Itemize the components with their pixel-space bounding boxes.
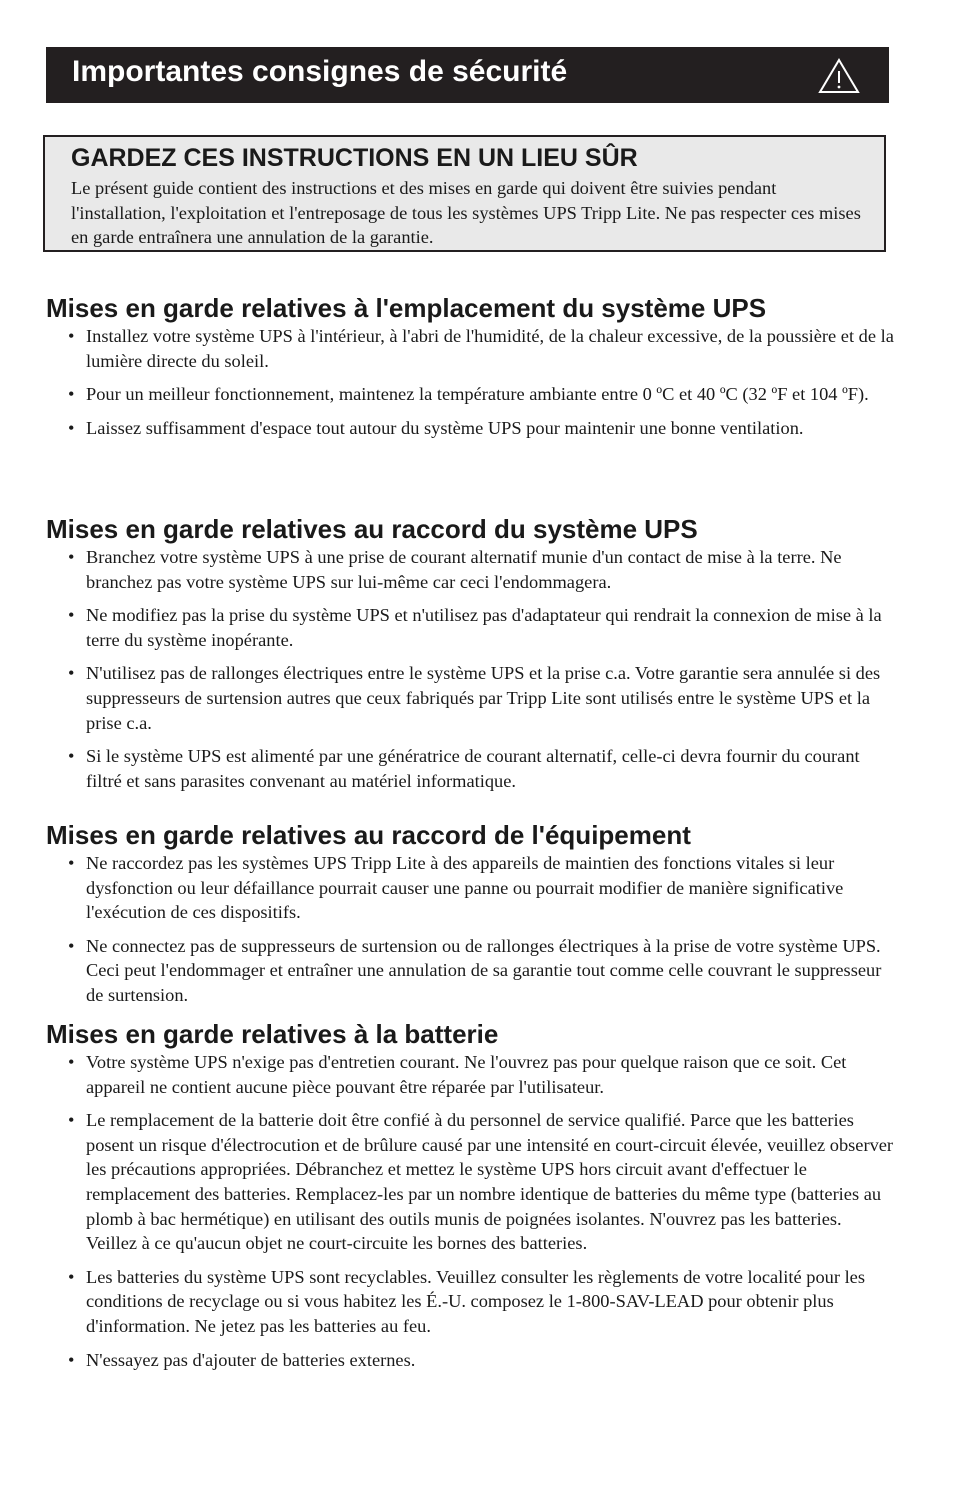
list-item-text: N'essayez pas d'ajouter de batteries externes. xyxy=(86,1349,416,1370)
list-item: • Pour un meilleur fonctionnement, maintenez la température ambiante entre 0 ºC et 40 ºC (32 ºF et 104 ºF). xyxy=(68,384,869,405)
list-item-text: Ne connectez pas de suppresseurs de surtension ou de rallonges électriques à la prise de votre système UPS. Ceci peut l'endommager et entraîner une annulation de sa garantie tout comme celle couvrant le suppresseur de surtension. xyxy=(86,935,882,1005)
list-item-text: Pour un meilleur fonctionnement, maintenez la température ambiante entre 0 ºC et 40 ºC (32 ºF et 104 ºF). xyxy=(86,384,869,405)
bullet-list xyxy=(46,324,896,440)
list-item: • Branchez votre système UPS à une prise de courant alternatif munie d'un contact de mise à la terre. Ne branchez pas votre système UPS sur lui-même car ceci l'endommagera. xyxy=(68,547,842,592)
list-item-text: Installez votre système UPS à l'intérieur, à l'abri de l'humidité, de la chaleur excessive, de la poussière et de la lumière directe du soleil. xyxy=(86,326,894,371)
list-item-text: Ne modifiez pas la prise du système UPS et n'utilisez pas d'adaptateur qui rendrait la connexion de mise à la terre du système inopérante. xyxy=(86,605,882,650)
list-item-text: Ne raccordez pas les systèmes UPS Tripp Lite à des appareils de maintien des fonctions vitales si leur dysfonction ou leur défaillance pourrait causer une panne ou pourrait modifier de manière significative l'exécution de ces dispositifs. xyxy=(86,853,844,923)
bullet-list xyxy=(46,1050,896,1372)
list-item: • N'utilisez pas de rallonges électriques entre le système UPS et la prise c.a. Votre garantie sera annulée si des suppresseurs de surtension autres que ceux fabriqués par Tripp Lite sont utilisés entre le système UPS et la prise c.a. xyxy=(68,663,881,733)
bullet-list xyxy=(46,851,896,1008)
section-ups-connection-warnings xyxy=(46,513,896,802)
section-title: Mises en garde relatives au raccord du système UPS xyxy=(46,514,698,544)
list-item-text: Les batteries du système UPS sont recyclables. Veuillez consulter les règlements de votre localité pour les conditions de recyclage ou si vous habitez les É.-U. composez le 1-800-SAV-LEAD pour obtenir plus d'information. Ne jetez pas les batteries au feu. xyxy=(86,1266,865,1336)
section-location-warnings xyxy=(46,292,896,449)
list-item: • Votre système UPS n'exige pas d'entretien courant. Ne l'ouvrez pas pour quelque raison que ce soit. Cet appareil ne contient aucune pièce pouvant être réparée par l'utilisateur. xyxy=(68,1052,847,1097)
notice-title: GARDEZ CES INSTRUCTIONS EN UN LIEU SÛR xyxy=(71,144,638,172)
list-item-text: Le remplacement de la batterie doit être confié à du personnel de service qualifié. Parce que les batteries posent un risque d'électrocution et de brûlure causé par une intensité en court-circuit élevée, veuillez observer les précautions appropriées. Débranchez et mettez le système UPS hors circuit avant d'effectuer le remplacement des batteries. Remplacez-les par un nombre identique de batteries du même type (batteries au plomb à bac hermétique) en utilisant des outils munis de poignées isolantes. N'ouvrez pas les batteries. Veillez à ce qu'aucun objet ne court-circuite les bornes des batteries. xyxy=(86,1110,894,1254)
list-item: • Ne raccordez pas les systèmes UPS Tripp Lite à des appareils de maintien des fonctions vitales si leur dysfonction ou leur défaillance pourrait causer une panne ou pourrait modifier de manière significative l'exécution de ces dispositifs. xyxy=(68,853,844,923)
list-item: • Les batteries du système UPS sont recyclables. Veuillez consulter les règlements de votre localité pour les conditions de recyclage ou si vous habitez les É.-U. composez le 1-800-SAV-LEAD pour obtenir plus d'information. Ne jetez pas les batteries au feu. xyxy=(68,1266,865,1336)
list-item: • Si le système UPS est alimenté par une génératrice de courant alternatif, celle-ci devra fournir du courant filtré et sans parasites convenant au matériel informatique. xyxy=(68,746,860,791)
section-battery-warnings xyxy=(46,1018,896,1381)
warning-triangle-icon xyxy=(817,57,861,95)
list-item-text: Laissez suffisamment d'espace tout autour du système UPS pour maintenir une bonne ventilation. xyxy=(86,417,804,438)
list-item: • Ne connectez pas de suppresseurs de surtension ou de rallonges électriques à la prise de votre système UPS. Ceci peut l'endommager et entraîner une annulation de sa garantie tout comme celle couvrant le suppresseur de surtension. xyxy=(68,935,882,1005)
section-title: Mises en garde relatives à l'emplacement du système UPS xyxy=(46,293,767,323)
section-equipment-connection-warnings xyxy=(46,819,896,1017)
list-item-text: N'utilisez pas de rallonges électriques entre le système UPS et la prise c.a. Votre garantie sera annulée si des suppresseurs de surtension autres que ceux fabriqués par Tripp Lite sont utilisés entre le système UPS et la prise c.a. xyxy=(86,663,881,733)
page-title-bar xyxy=(46,47,889,103)
list-item: • Installez votre système UPS à l'intérieur, à l'abri de l'humidité, de la chaleur excessive, de la poussière et de la lumière directe du soleil. xyxy=(68,326,894,371)
list-item-text: Votre système UPS n'exige pas d'entretien courant. Ne l'ouvrez pas pour quelque raison que ce soit. Cet appareil ne contient aucune pièce pouvant être réparée par l'utilisateur. xyxy=(86,1052,847,1097)
page-title: Importantes consignes de sécurité xyxy=(72,55,568,88)
list-item: • N'essayez pas d'ajouter de batteries externes. xyxy=(68,1349,416,1370)
list-item: • Ne modifiez pas la prise du système UPS et n'utilisez pas d'adaptateur qui rendrait la connexion de mise à la terre du système inopérante. xyxy=(68,605,882,650)
keep-instructions-notice xyxy=(43,135,886,252)
notice-text: Le présent guide contient des instructions et des mises en garde qui doivent être suivies pendant l'installation, l'exploitation et l'entreposage de tous les systèmes UPS Tripp Lite. Ne pas respecter ces mises en garde entraînera une annulation de la garantie. xyxy=(71,178,861,248)
section-title: Mises en garde relatives au raccord de l'équipement xyxy=(46,820,691,850)
list-item-text: Branchez votre système UPS à une prise de courant alternatif munie d'un contact de mise à la terre. Ne branchez pas votre système UPS sur lui-même car ceci l'endommagera. xyxy=(86,547,842,592)
list-item: • Le remplacement de la batterie doit être confié à du personnel de service qualifié. Parce que les batteries posent un risque d'électrocution et de brûlure causé par une intensité en court-circuit élevée, veuillez observer les précautions appropriées. Débranchez et mettez le système UPS hors circuit avant d'effectuer le remplacement des batteries. Remplacez-les par un nombre identique de batteries du même type (batteries au plomb à bac hermétique) en utilisant des outils munis de poignées isolantes. N'ouvrez pas les batteries. Veillez à ce qu'aucun objet ne court-circuite les bornes des batteries. xyxy=(68,1110,894,1254)
bullet-list xyxy=(46,545,896,793)
list-item: • Laissez suffisamment d'espace tout autour du système UPS pour maintenir une bonne ventilation. xyxy=(68,417,804,438)
section-title: Mises en garde relatives à la batterie xyxy=(46,1019,499,1049)
list-item-text: Si le système UPS est alimenté par une génératrice de courant alternatif, celle-ci devra fournir du courant filtré et sans parasites convenant au matériel informatique. xyxy=(86,746,860,791)
